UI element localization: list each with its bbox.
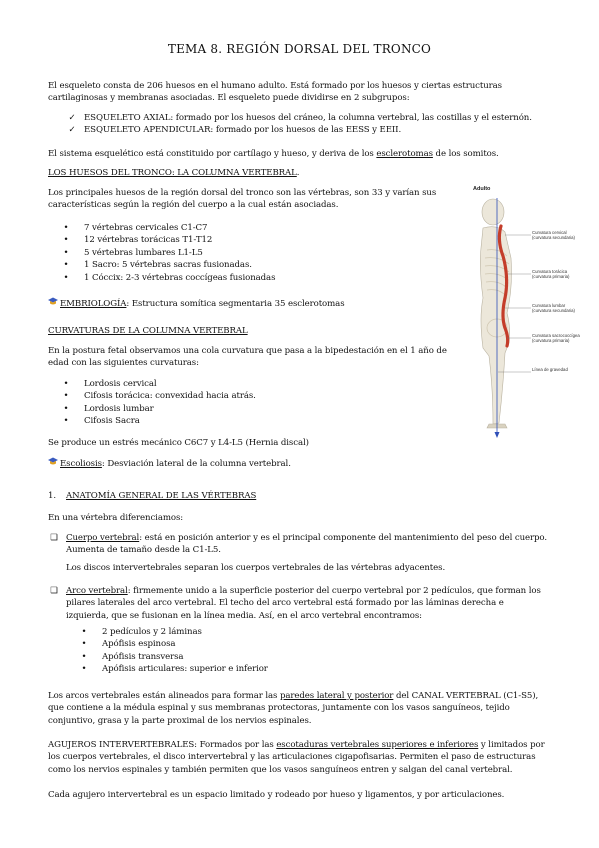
list-item: • Lordosis cervical — [63, 379, 157, 389]
list-item: ✓ ESQUELETO APENDICULAR: formado por los huesos de las EESS y EEII. — [66, 124, 532, 136]
check-icon: ✓ — [68, 125, 76, 136]
escoliosis-note: Escoliosis: Desviación lateral de la columna vertebral. — [48, 457, 291, 470]
esclerotomas-term: esclerotomas — [376, 149, 433, 159]
checkbox-icon: ❑ — [50, 533, 58, 543]
list-item: • 1 Sacro: 5 vértebras sacras fusionadas. — [63, 260, 252, 271]
vertebrae-list — [48, 222, 275, 284]
page-title: TEMA 8. REGIÓN DORSAL DEL TRONCO — [167, 42, 432, 56]
list-item: • Apófisis transversa — [81, 651, 184, 662]
cada-agujero-text: Cada agujero intervertebral es un espacio limitado y rodeado por hueso y ligamentos, y por articulaciones. — [48, 790, 505, 800]
cuerpo-vertebral-item: ❑ Cuerpo vertebral: está en posición anterior y es el principal componente del mantenimiento del peso del cuerpo. Aumenta de tamaño desde la C1-L5. Los discos intervertebrales separan los cuerpos vertebrales de las vértebras adyacentes. — [48, 532, 547, 574]
figure-title: Adulto — [473, 186, 491, 192]
graduation-cap-icon — [48, 457, 60, 470]
label-cervical: Curvatura cervical — [532, 230, 567, 235]
label-gravedad: Línea de gravedad — [532, 367, 568, 372]
list-item: • Cifosis Sacra — [63, 416, 140, 427]
label-lumbar: Curvatura lumbar — [532, 303, 566, 308]
label-cervical-sub: (curvatura secundaria) — [532, 235, 575, 240]
section-heading-huesos: LOS HUESOS DEL TRONCO: LA COLUMNA VERTEBRAL. — [48, 168, 300, 178]
list-item: • Apófisis espinosa — [81, 639, 176, 650]
anatomia-intro: En una vértebra diferenciamos: — [48, 513, 184, 523]
label-sacrococcigea: Curvatura sacrococcígea — [532, 333, 580, 338]
stress-text: Se produce un estrés mecánico C6C7 y L4-L5 (Hernia discal) — [48, 438, 309, 448]
label-sacrococcigea-sub: (curvatura primaria) — [532, 338, 570, 343]
arco-vertebral-item: ❑ Arco vertebral: firmemente unido a la superficie posterior del cuerpo vertebral por 2 pedículos, que forman los pilares laterales del arco vertebral. El techo del arco vertebral está formado por las láminas derecha e izquierda, que se fusionan en la línea media. Así, en el arco vertebral encontramos: — [48, 585, 541, 622]
section-heading-curvaturas: CURVATURAS DE LA COLUMNA VERTEBRAL — [48, 326, 248, 336]
curvaturas-paragraph: En la postura fetal observamos una cola curvatura que pasa a la bipedestación en el 1 año de edad con las siguientes curvaturas: — [48, 346, 447, 369]
label-lumbar-sub: (curvatura secundaria) — [532, 308, 575, 313]
list-item: • 5 vértebras lumbares L1-L5 — [63, 247, 203, 258]
curvatures-list — [48, 378, 256, 428]
huesos-paragraph: Los principales huesos de la región dorsal del tronco son las vértebras, son 33 y varían sus características según la región del cuerpo a la cual están asociadas. — [48, 188, 437, 211]
list-item: • Cifosis torácica: convexidad hacia atrás. — [63, 391, 256, 402]
section-heading-anatomia: 1. ANATOMÍA GENERAL DE LAS VÉRTEBRAS — [48, 491, 257, 501]
list-item: • 12 vértebras torácicas T1-T12 — [63, 235, 213, 246]
agujeros-paragraph: AGUJEROS INTERVERTEBRALES: Formados por las escotaduras vertebrales superiores e inferiores y limitados por los cuerpos vertebrales, el disco intervertebral y las articulaciones cigapofisarias. Permiten el paso de estructuras como los nervios espinales y también permiten que los vasos sanguíneos entren y salgan del canal vertebral. — [48, 740, 545, 775]
subgroup-list — [66, 112, 532, 137]
label-toracica-sub: (curvatura primaria) — [532, 274, 570, 279]
spine-curvature-figure — [453, 178, 595, 446]
list-item: • 7 vértebras cervicales C1-C7 — [63, 223, 208, 233]
intro-paragraph: El esqueleto consta de 206 huesos en el humano adulto. Está formado por los huesos y ciertas estructuras cartilaginosas y membranas asociadas. El esqueleto puede dividirse en 2 subgrupos: — [48, 81, 502, 104]
checkbox-icon: ❑ — [50, 586, 58, 596]
graduation-cap-icon — [48, 297, 60, 310]
arco-components-list — [66, 626, 268, 676]
skeletal-system-text: El sistema esquelético está constituido por cartílago y hueso, y deriva de los esclerotomas de los somitos. — [48, 149, 499, 159]
label-toracica: Curvatura torácica — [532, 269, 568, 274]
skeleton-illustration — [453, 178, 595, 446]
check-icon: ✓ — [68, 113, 76, 123]
list-item: • Apófisis articulares: superior e inferior — [81, 664, 268, 675]
list-item: ✓ ESQUELETO AXIAL: formado por los huesos del cráneo, la columna vertebral, las costillas y el esternón. — [66, 112, 532, 124]
list-item: • Lordosis lumbar — [63, 403, 154, 414]
embriologia-note: EMBRIOLOGÍA: Estructura somítica segmentaria 35 esclerotomas — [48, 297, 345, 310]
canal-vertebral-paragraph: Los arcos vertebrales están alineados para formar las paredes lateral y posterior del CANAL VERTEBRAL (C1-S5), que contiene a la médula espinal y sus membranas protectoras, juntamente con los vasos sanguíneos, tejido conjuntivo, grasa y la parte proximal de los nervios espinales. — [48, 691, 539, 726]
list-item: • 2 pedículos y 2 láminas — [81, 627, 202, 637]
list-item: • 1 Cóccix: 2-3 vértebras coccígeas fusionadas — [63, 272, 276, 283]
